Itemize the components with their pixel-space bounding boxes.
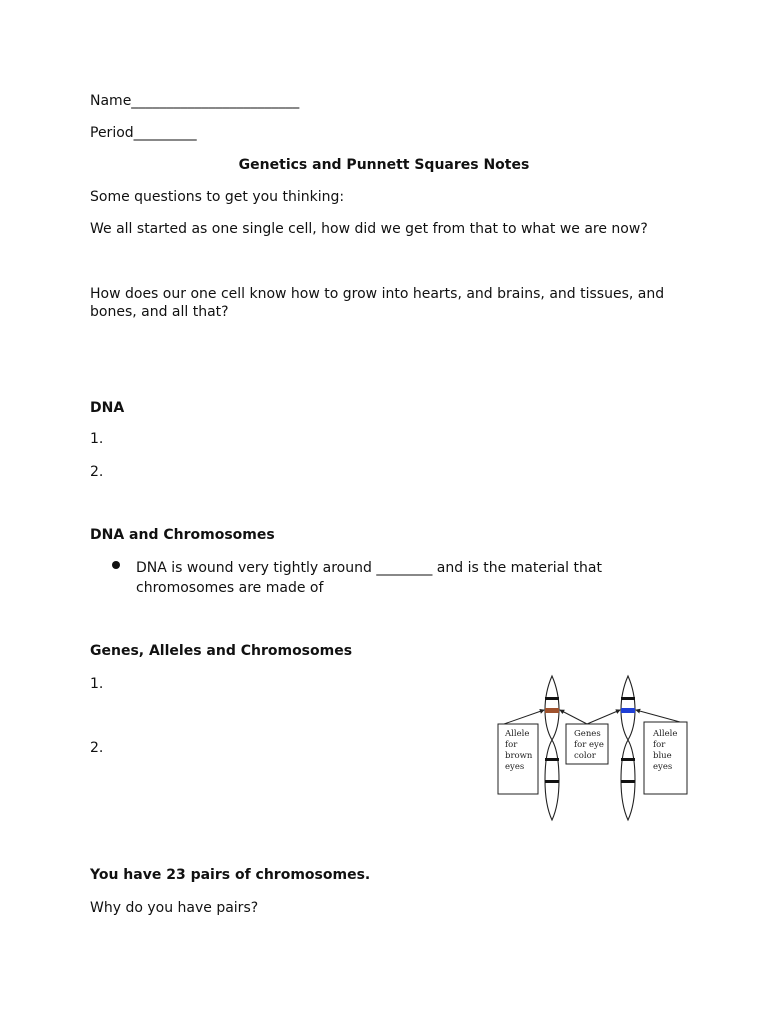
chromosome-band: [621, 758, 635, 761]
genes-heading: Genes, Alleles and Chromosomes: [90, 643, 353, 659]
brown-allele-band: [545, 708, 559, 713]
blue-allele-band: [621, 708, 635, 713]
left-box-line-3: brown: [505, 751, 533, 761]
intro-prompt: Some questions to get you thinking:: [90, 189, 345, 205]
pairs-question: Why do you have pairs?: [90, 900, 259, 916]
dna-heading: DNA: [90, 400, 125, 416]
middle-box-line-1: Genes: [574, 729, 601, 739]
page-title: Genetics and Punnett Squares Notes: [238, 157, 530, 173]
chromosome-band: [545, 758, 559, 761]
genes-item-1: 1.: [90, 676, 104, 692]
chromosome-band: [545, 780, 559, 783]
right-box-line-4: eyes: [653, 762, 673, 772]
question-one: We all started as one single cell, how did we get from that to what we are now?: [90, 221, 648, 237]
middle-box-line-2: for eye: [574, 740, 604, 750]
dna-chromosomes-heading: DNA and Chromosomes: [90, 527, 275, 543]
dna-bullet-text: DNA is wound very tightly around ________ and is the material that chromosomes are made of: [136, 560, 602, 596]
name-field-label: Name________________________: [90, 93, 300, 109]
chromosome-band: [545, 697, 559, 700]
dna-item-2: 2.: [90, 464, 104, 480]
right-box-line-2: for: [653, 740, 666, 750]
chromosome-band: [621, 780, 635, 783]
left-box-line-4: eyes: [505, 762, 525, 772]
left-box-line-1: Allele: [505, 729, 530, 739]
dna-item-1: 1.: [90, 431, 104, 447]
left-box-line-2: for: [505, 740, 518, 750]
right-box-line-1: Allele: [653, 729, 678, 739]
question-two: How does our one cell know how to grow into hearts, and brains, and tissues, and bones, and all that?: [90, 286, 665, 320]
middle-box-line-3: color: [574, 751, 596, 761]
right-box-line-3: blue: [653, 751, 672, 761]
bullet-icon: [112, 561, 120, 569]
period-field-label: Period_________: [90, 125, 197, 141]
pairs-heading: You have 23 pairs of chromosomes.: [90, 867, 371, 883]
genes-item-2: 2.: [90, 740, 104, 756]
chromosome-band: [621, 697, 635, 700]
chromosome-allele-diagram: [494, 670, 694, 825]
